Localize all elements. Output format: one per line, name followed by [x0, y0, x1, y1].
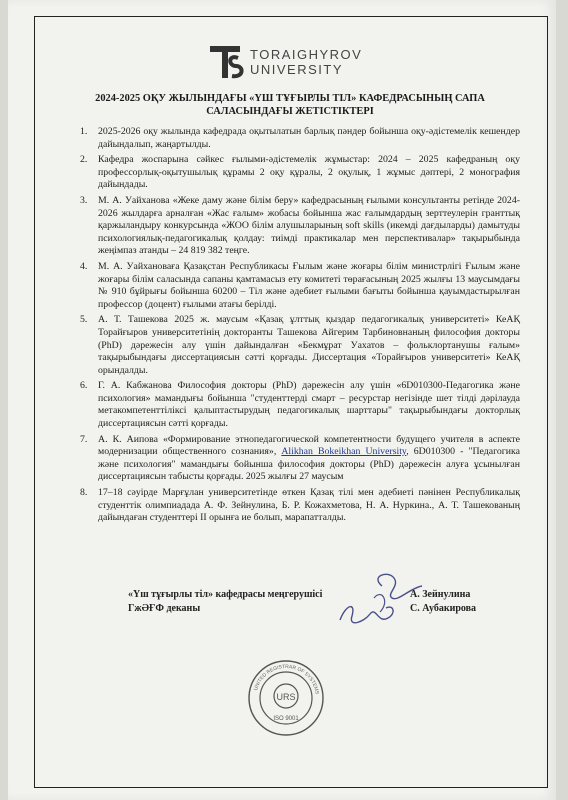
list-item: [80, 314, 520, 377]
list-item: [80, 154, 520, 192]
signatory-titles: [128, 588, 322, 616]
stamp-center-text: URS: [276, 692, 296, 702]
list-item: [80, 433, 520, 484]
title-line-1: 2024-2025 ОҚУ ЖЫЛЫНДАҒЫ «ҮШ ТҰҒЫРЛЫ ТІЛ» КАФЕДРАСЫНЫҢ САПА: [95, 93, 485, 104]
item-number: 2.: [80, 154, 88, 166]
item-text: А. Т. Ташекова 2025 ж. маусым «Қазақ ұлттық қыздар педагогикалық университеті» КеАҚ Торайғыров университетінің докторанты Ташекова Айгерим Тарбиновнаның философия докторы (PhD) дәрежесін алу үшін дайындалған «Бекмұрат Уахатов – фольклортанушы ғалым» тақырыбындағы диссертациясын сәтті қорғады. Диссертация «Торайғыров университеті» КеАҚ орындалды.: [98, 314, 520, 376]
stamp-ring-text: UNITED REGISTRAR OF SYSTEMS: [253, 663, 320, 695]
item-number: 7.: [80, 433, 88, 445]
list-item: [80, 487, 520, 525]
item-number: 8.: [80, 487, 88, 499]
signatory-names: [410, 588, 476, 616]
university-logo: [208, 44, 378, 80]
item-number: 4.: [80, 260, 88, 272]
list-item: [80, 194, 520, 258]
title-line-2: САЛАСЫНДАҒЫ ЖЕТІСТІКТЕРІ: [206, 106, 374, 117]
item-number: 6.: [80, 380, 88, 392]
item-text: , 6D010300 - "Педагогика және психология" мамандығы бойынша философия докторы (PhD) дәрежесін алуға ұсынылған диссертациясын табысты қорғады. 2025 жылғы 27 маусым: [98, 446, 520, 483]
list-item: [80, 126, 520, 151]
logo-line-1: TORAIGHYROV: [250, 47, 363, 62]
achievements-list: [80, 126, 520, 528]
item-text: 17–18 сәуірде Марғұлан университетінде өткен Қазақ тілі мен әдебиеті пәнінен Республикалық студенттік олимпиадада А. Ф. Зейнулина, Б. Р. Кожахметова, Н. А. Нуркина., А. Т. Ташекованың дайындаған студенттері II орынға ие болып, марапатталды.: [98, 487, 520, 524]
certification-stamp: [246, 658, 326, 738]
university-link[interactable]: Alikhan Bokeikhan University: [281, 446, 407, 458]
item-text: 2025-2026 оқу жылында кафедрада оқытылатын барлық пәндер бойынша оқу-әдістемелік кешендер дайындалып, жаңартылды.: [98, 126, 520, 150]
stamp-bottom-text: ISO 9001: [273, 716, 299, 722]
dean-title: ГжӘҒФ деканы: [128, 603, 201, 614]
signatory-name-1: А. Зейнулина: [410, 589, 471, 600]
signatory-name-2: С. Аубакирова: [410, 603, 477, 614]
item-number: 3.: [80, 194, 88, 206]
item-text: Г. А. Кабжанова Философия докторы (PhD) дәрежесін алу үшін «6D010300-Педагогика және психология» мамандығы бойынша "студенттерді смарт – ресурстар негізінде шет тілді дәрілауда метакомпетенттіліксі қалыптастырудың педагогикалық шарттары" тақырыбындағы докторлық диссертациясын сәтті қорғады.: [98, 380, 520, 430]
item-text: Кафедра жоспарына сәйкес ғылыми-әдістемелік жұмыстар: 2024 – 2025 кафедраның оқу профессорлық-оқытушылық құрамы 2 оқу құралы, 2 оқулық, 1 жұмыс дәптері, 2 монография дайындады.: [98, 154, 520, 191]
list-item: [80, 260, 520, 311]
head-of-department-title: «Үш тұғырлы тіл» кафедрасы меңгерушісі: [128, 589, 323, 600]
item-text: М. А. Уайхановаға Қазақстан Республикасы Ғылым және жоғары білім министрлігі Ғылым және жоғары білім саласында сапаны қамтамасыз ету комитеті төрағасының 2025 жылғы 13 маусымдағы № 910 бұйрығы бойынша 60200 – Тіл және әдебиет ғылыми бағыты бойынша қауымдастырылған профессор (доцент) ғылыми атағы берілді.: [98, 260, 520, 310]
university-logo-icon: [208, 44, 246, 80]
item-text: А. К. Аипова «Формирование этнопедагогической компетентности будущего учителя в аспекте модернизации общественного сознания»,: [98, 433, 520, 458]
item-number: 1.: [80, 126, 88, 137]
item-number: 5.: [80, 314, 88, 326]
item-text: М. А. Уайханова «Жеке даму және білім беру» кафедрасының ғылыми консультанты ретінде 2024-2026 жылдарға арналған «Жас ғалым» жобасы бойынша жас ғалымдардың зерттеулерін гранттық қаржыландыру конкурсында «ЖОО білім алушыларының soft skills (икемді дағдыларды) дамытуды психологиялық-педагогикалық қолдау: тиімді практикалар мен перспективалар» тақырыбында жеңімпаз атанды – 24 819 382 теңге.: [98, 194, 520, 257]
logo-line-2: UNIVERSITY: [250, 62, 344, 77]
document-title: [60, 92, 520, 118]
list-item: [80, 380, 520, 430]
